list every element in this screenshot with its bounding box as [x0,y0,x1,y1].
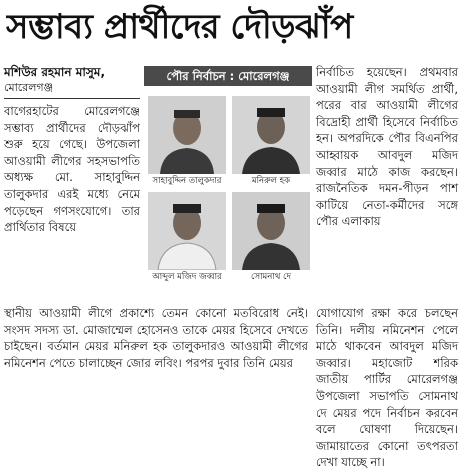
photo-caption-4: সোমনাথ দে [251,272,291,282]
byline-divider [4,98,140,99]
photo-card-2 [232,96,310,188]
portrait-photo [232,192,310,270]
left-column [4,64,140,236]
portrait-photo [148,192,226,270]
right-column [316,64,458,230]
article-left-text: বাগেরহাটের মোরেলগঞ্জে সম্ভাব্য প্রার্থীদের দৌড়ঝাঁপ শুরু হয়ে গেছে। উপজেলা আওয়ামী লীগের সহসভাপতি অধ্যক্ষ মো. সাহাবুদ্দিন তালুকদার এরই মধ্যে নেমে পড়েছেন গণসংযোগে। তার প্রার্থিতার বিষয়ে [4,104,140,235]
photo-caption-3: আব্দুল মজিদ জব্বার [152,272,222,282]
portrait-photo [232,96,310,174]
byline-name: মশিউর রহমান মাসুম, [4,65,106,79]
article-bottom-left: স্থানীয় আওয়ামী লীগে প্রকাশ্যে তেমন কোনো মতবিরোধ নেই। সংসদ সদস্য ডা. মোজাম্মেল হোসেনও তাকে মেয়র হিসেবে দেখতে চাইছেন। বর্তমান মেয়র মনিরুল হক তালুকদারও আওয়ামী লীগের নমিনেশন পেতে চালাচ্ছেন জোর লবিং। পরপর দুবার তিনি মেয়র [4,306,308,370]
headline: সম্ভাব্য প্রার্থীদের দৌড়ঝাঁপ [6,7,353,47]
photo-card-4 [232,192,310,284]
article-bottom-right: যোগাযোগ রক্ষা করে চলছেন তিনি। দলীয় নমিনেশন পেলে মাঠে থাকবেন আবদুল মজিদ জব্বার। মহাজোট শরিক জাতীয় পার্টির মোরেলগঞ্জ উপজেলা সভাপতি সোমনাথ দে মেয়র পদে নির্বাচন করবেন বলে ঘোষণা দিয়েছেন। জামায়াতের কোনো তৎপরতা দেখা যাচ্ছে না। [316,306,458,470]
byline-place: মোরেলগঞ্জ [4,81,54,94]
photo-card-3 [148,192,226,284]
portrait-photo [148,96,226,174]
article-bottom [4,305,458,471]
photo-caption-1: সাহাবুদ্দিন তালুকদার [152,176,222,186]
article-right-text: নির্বাচিত হয়েছেন। প্রথমবার আওয়ামী লীগ সমর্থিত প্রার্থী, পরের বার আওয়ামী লীগের বিদ্রোহী প্রার্থী হিসেবে নির্বাচিত হন। অপরদিকে পৌর বিএনপির আহ্বায়ক আবদুল মজিদ জব্বার মাঠে কাজ করছেন। রাজনৈতিক দমন-পীড়ন পাশ কাটিয়ে নেতা-কর্মীদের সঙ্গে পৌর এলাকায় [316,65,458,229]
section-label: পৌর নির্বাচন : মোরেলগঞ্জ [144,66,312,86]
photo-caption-2: মনিরুল হক [251,176,291,186]
photo-card-1 [148,96,226,188]
